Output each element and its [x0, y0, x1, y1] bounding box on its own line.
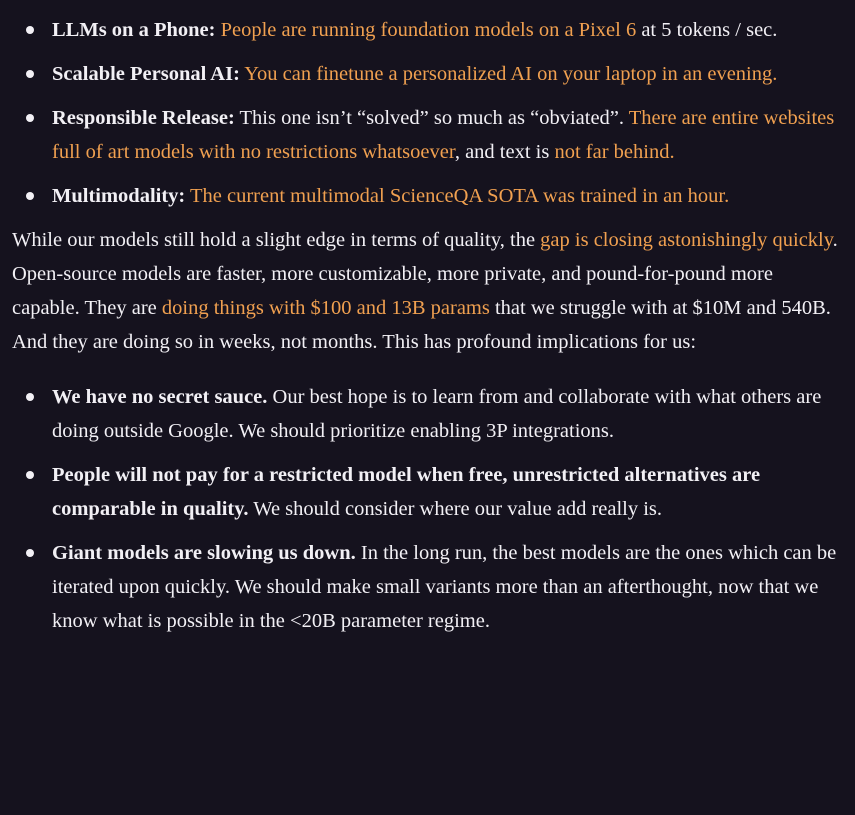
- item-label: LLMs on a Phone:: [52, 19, 216, 41]
- item-text: Our best hope is to learn from and collaborate with what others are doing outside Google. We should prioritize enabling 3P integrations.: [52, 386, 822, 442]
- list-item: [12, 13, 843, 47]
- paragraph-text: . Open-source models are faster, more customizable, more private, and pound-for-pound more capable. They are: [12, 229, 838, 319]
- pixel6-link[interactable]: People are running foundation models on a Pixel 6: [220, 19, 637, 41]
- list-item: [12, 536, 843, 638]
- list-item: [12, 380, 843, 448]
- capabilities-list: [12, 13, 843, 213]
- hundred-dollars-link[interactable]: doing things with $100 and 13B params: [161, 297, 490, 319]
- list-item: [12, 57, 843, 91]
- list-item: [12, 179, 843, 213]
- item-label: People will not pay for a restricted model when free, unrestricted alternatives are comparable in quality.: [52, 464, 761, 520]
- body-paragraph: [12, 223, 843, 359]
- list-item: [12, 101, 843, 169]
- implications-list: [12, 380, 843, 638]
- item-text: In the long run, the best models are the ones which can be iterated upon quickly. We should make small variants more than an afterthought, now that we know what is possible in the <20B parameter regime.: [52, 542, 837, 632]
- item-text: at 5 tokens / sec.: [636, 19, 778, 41]
- gap-closing-link[interactable]: gap is closing astonishingly quickly: [540, 229, 833, 251]
- finetune-laptop-link[interactable]: You can finetune a personalized AI on your laptop in an evening.: [244, 63, 778, 85]
- item-label: We have no secret sauce.: [52, 386, 268, 408]
- item-text: This one isn’t “solved” so much as “obviated”.: [234, 107, 629, 129]
- item-label: Responsible Release:: [52, 107, 235, 129]
- scienceqa-link[interactable]: The current multimodal ScienceQA SOTA was trained in an hour.: [190, 185, 730, 207]
- item-text: , and text is: [454, 141, 555, 163]
- text-models-link[interactable]: not far behind.: [554, 141, 675, 163]
- item-text: We should consider where our value add really is.: [248, 498, 663, 520]
- item-label: Giant models are slowing us down.: [52, 542, 356, 564]
- paragraph-text: While our models still hold a slight edge in terms of quality, the: [12, 229, 541, 251]
- art-models-link[interactable]: There are entire websites full of art models with no restrictions whatsoever: [52, 107, 835, 163]
- list-item: [12, 458, 843, 526]
- item-label: Scalable Personal AI:: [52, 63, 240, 85]
- paragraph-text: that we struggle with at $10M and 540B. And they are doing so in weeks, not months. This has profound implications for us:: [12, 297, 831, 353]
- item-label: Multimodality:: [52, 185, 186, 207]
